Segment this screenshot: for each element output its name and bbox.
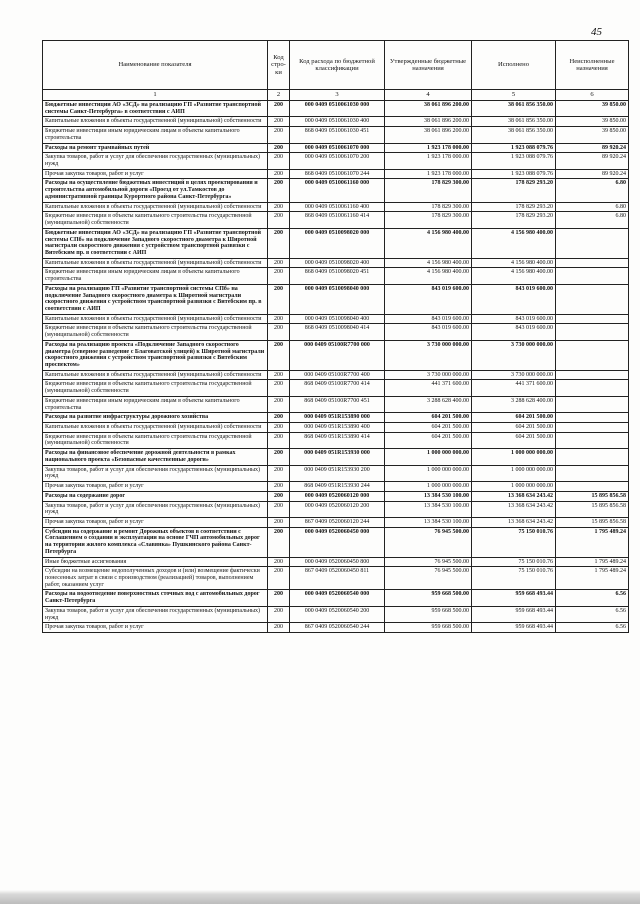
table-row: [43, 432, 629, 448]
table-row: [43, 212, 629, 228]
budget-classification-code: 867 0409 0520060540 244: [290, 623, 385, 633]
executed-amount: 843 019 600.00: [472, 324, 556, 340]
line-code: 200: [268, 258, 290, 268]
table-row: [43, 491, 629, 501]
table-row: [43, 258, 629, 268]
indicator-name: Бюджетные инвестиции в объекты капитального строительства государственной (муниципальной) собственности: [43, 380, 268, 396]
budget-classification-code: 000 0409 051R153890 000: [290, 413, 385, 423]
table-row: [43, 501, 629, 517]
indicator-name: Бюджетные инвестиции АО «ЗСД» на реализацию ГП «Развитие транспортной системы Санкт-Петербурга» в соответствии с АИП: [43, 101, 268, 117]
unexecuted-amount: 1 795 489.24: [556, 527, 629, 557]
indicator-name: Субсидии на возмещение недополученных доходов и (или) возмещение фактически понесенных затрат в связи с производством (реализацией) товаров, выполнением работ, оказанием услуг: [43, 567, 268, 590]
approved-amount: 843 019 600.00: [385, 324, 472, 340]
indicator-name: Капитальные вложения в объекты государственной (муниципальной) собственности: [43, 314, 268, 324]
column-number: 6: [556, 90, 629, 101]
table-row: [43, 284, 629, 314]
unexecuted-amount: [556, 324, 629, 340]
table-row: [43, 179, 629, 202]
indicator-name: Бюджетные инвестиции в объекты капитального строительства государственной (муниципальной) собственности: [43, 324, 268, 340]
line-code: 200: [268, 567, 290, 590]
approved-amount: 76 945 500.00: [385, 527, 472, 557]
line-code: 200: [268, 179, 290, 202]
budget-classification-code: 000 0409 0520060120 200: [290, 501, 385, 517]
approved-amount: 3 730 000 000.00: [385, 340, 472, 370]
budget-classification-code: 000 0409 0510061070 200: [290, 153, 385, 169]
approved-amount: 959 668 500.00: [385, 590, 472, 606]
approved-amount: 13 384 530 100.00: [385, 501, 472, 517]
table-row: [43, 557, 629, 567]
budget-classification-code: 000 0409 0510061030 000: [290, 101, 385, 117]
indicator-name: Расходы на водоотведение поверхностных сточных вод с автомобильных дорог Санкт-Петербурга: [43, 590, 268, 606]
approved-amount: 178 829 300.00: [385, 202, 472, 212]
unexecuted-amount: [556, 380, 629, 396]
budget-classification-code: 000 0409 0510098040 400: [290, 314, 385, 324]
column-number: 2: [268, 90, 290, 101]
indicator-name: Бюджетные инвестиции в объекты капитального строительства государственной (муниципальной) собственности: [43, 212, 268, 228]
budget-classification-code: 868 0409 051R153930 244: [290, 482, 385, 492]
unexecuted-amount: 39 850.00: [556, 117, 629, 127]
executed-amount: 959 668 493.44: [472, 623, 556, 633]
column-number: 5: [472, 90, 556, 101]
table-row: [43, 143, 629, 153]
header-unexecuted-appropriations: Неисполненные назначения: [556, 41, 629, 90]
unexecuted-amount: [556, 370, 629, 380]
indicator-name: Капитальные вложения в объекты государственной (муниципальной) собственности: [43, 117, 268, 127]
table-row: [43, 324, 629, 340]
line-code: 200: [268, 314, 290, 324]
executed-amount: 75 150 010.76: [472, 557, 556, 567]
indicator-name: Прочая закупка товаров, работ и услуг: [43, 623, 268, 633]
table-row: [43, 567, 629, 590]
indicator-name: Капитальные вложения в объекты государственной (муниципальной) собственности: [43, 423, 268, 433]
executed-amount: 178 829 293.20: [472, 202, 556, 212]
budget-classification-code: 868 0409 0510061070 244: [290, 169, 385, 179]
approved-amount: 13 384 530 100.00: [385, 517, 472, 527]
indicator-name: Бюджетные инвестиции иным юридическим лицам в объекты капитального строительства: [43, 268, 268, 284]
indicator-name: Расходы на содержание дорог: [43, 491, 268, 501]
indicator-name: Расходы на финансовое обеспечение дорожной деятельности в рамках национального проекта «Безопасные качественные дороги»: [43, 449, 268, 465]
approved-amount: 843 019 600.00: [385, 284, 472, 314]
executed-amount: 75 150 010.76: [472, 567, 556, 590]
line-code: 200: [268, 465, 290, 481]
header-budget-classification-code: Код расхода по бюджетной классификации: [290, 41, 385, 90]
line-code: 200: [268, 482, 290, 492]
budget-classification-code: 000 0409 051R153930 200: [290, 465, 385, 481]
budget-classification-code: 000 0409 0510061030 400: [290, 117, 385, 127]
approved-amount: 4 156 980 400.00: [385, 268, 472, 284]
unexecuted-amount: 1 795 489.24: [556, 567, 629, 590]
table-row: [43, 169, 629, 179]
indicator-name: Бюджетные инвестиции в объекты капитального строительства государственной (муниципальной) собственности: [43, 432, 268, 448]
unexecuted-amount: [556, 396, 629, 412]
approved-amount: 959 668 500.00: [385, 606, 472, 622]
table-row: [43, 153, 629, 169]
budget-classification-code: 868 0409 0510098020 451: [290, 268, 385, 284]
line-code: 200: [268, 212, 290, 228]
indicator-name: Закупка товаров, работ и услуг для обеспечения государственных (муниципальных) нужд: [43, 501, 268, 517]
unexecuted-amount: 6.80: [556, 212, 629, 228]
indicator-name: Расходы на реализацию ГП «Развитие транспортной системы СПб» на подключение Западного скоростного диаметра к Широтной магистрали скоростного движения с устройством транспортной развязки с Витебским пр. в соответствии с АИП: [43, 284, 268, 314]
unexecuted-amount: 15 895 856.58: [556, 517, 629, 527]
table-row: [43, 590, 629, 606]
executed-amount: 959 668 493.44: [472, 590, 556, 606]
line-code: 200: [268, 127, 290, 143]
indicator-name: Прочая закупка товаров, работ и услуг: [43, 482, 268, 492]
line-code: 200: [268, 527, 290, 557]
approved-amount: 76 945 500.00: [385, 567, 472, 590]
unexecuted-amount: 6.80: [556, 179, 629, 202]
line-code: 200: [268, 590, 290, 606]
column-number: 4: [385, 90, 472, 101]
unexecuted-amount: [556, 228, 629, 258]
indicator-name: Расходы на ремонт трамвайных путей: [43, 143, 268, 153]
approved-amount: 604 201 500.00: [385, 423, 472, 433]
table-row: [43, 127, 629, 143]
header-line-code: Код стро-ки: [268, 41, 290, 90]
unexecuted-amount: [556, 314, 629, 324]
approved-amount: 178 829 300.00: [385, 212, 472, 228]
table-row: [43, 606, 629, 622]
executed-amount: 1 923 088 079.76: [472, 153, 556, 169]
approved-amount: 76 945 500.00: [385, 557, 472, 567]
budget-classification-code: 868 0409 0510061160 414: [290, 212, 385, 228]
indicator-name: Субсидии на содержание и ремонт Дорожных объектов в соответствии с Соглашением о создании и эксплуатации на основе ГЧП автомобильных дорог на территории жилого комплекса «Славянка» Пушкинского района Санкт-Петербурга: [43, 527, 268, 557]
unexecuted-amount: [556, 449, 629, 465]
table-row: [43, 117, 629, 127]
table-row: [43, 340, 629, 370]
budget-classification-code: 000 0409 05100R7700 400: [290, 370, 385, 380]
column-number-row: [43, 90, 629, 101]
budget-classification-code: 867 0409 0520060120 244: [290, 517, 385, 527]
header-approved-appropriations: Утвержденные бюджетные назначения: [385, 41, 472, 90]
budget-classification-code: 868 0409 0510061030 451: [290, 127, 385, 143]
approved-amount: 38 061 896 200.00: [385, 127, 472, 143]
unexecuted-amount: 89 920.24: [556, 153, 629, 169]
indicator-name: Прочая закупка товаров, работ и услуг: [43, 169, 268, 179]
line-code: 200: [268, 623, 290, 633]
budget-classification-code: 000 0409 051R153890 400: [290, 423, 385, 433]
line-code: 200: [268, 501, 290, 517]
unexecuted-amount: [556, 482, 629, 492]
budget-classification-code: 000 0409 0510061160 000: [290, 179, 385, 202]
budget-classification-code: 868 0409 05100R7700 451: [290, 396, 385, 412]
unexecuted-amount: 89 920.24: [556, 143, 629, 153]
approved-amount: 3 730 000 000.00: [385, 370, 472, 380]
table-row: [43, 413, 629, 423]
budget-classification-code: 000 0409 0510061070 000: [290, 143, 385, 153]
unexecuted-amount: 89 920.24: [556, 169, 629, 179]
approved-amount: 3 288 628 400.00: [385, 396, 472, 412]
executed-amount: 13 368 634 243.42: [472, 501, 556, 517]
table-header-row: [43, 41, 629, 90]
approved-amount: 604 201 500.00: [385, 413, 472, 423]
line-code: 200: [268, 228, 290, 258]
approved-amount: 4 156 980 400.00: [385, 258, 472, 268]
table-row: [43, 465, 629, 481]
unexecuted-amount: 6.56: [556, 606, 629, 622]
indicator-name: Расходы на осуществление бюджетных инвестиций в целях проектирования и строительства автомобильной дороги «Проезд от ул.Тамкостов до административной границы Курортного района Санкт-Петербурга»: [43, 179, 268, 202]
approved-amount: 38 061 896 200.00: [385, 117, 472, 127]
line-code: 200: [268, 432, 290, 448]
budget-classification-code: 868 0409 0510098040 414: [290, 324, 385, 340]
line-code: 200: [268, 370, 290, 380]
budget-classification-code: 000 0409 0510098040 000: [290, 284, 385, 314]
page-number: 45: [591, 26, 602, 38]
executed-amount: 13 368 634 243.42: [472, 517, 556, 527]
budget-classification-code: 000 0409 0520060540 200: [290, 606, 385, 622]
header-indicator-name: Наименование показателя: [43, 41, 268, 90]
unexecuted-amount: 15 895 856.58: [556, 491, 629, 501]
unexecuted-amount: [556, 465, 629, 481]
unexecuted-amount: [556, 432, 629, 448]
executed-amount: 843 019 600.00: [472, 284, 556, 314]
approved-amount: 4 156 980 400.00: [385, 228, 472, 258]
executed-amount: 4 156 980 400.00: [472, 268, 556, 284]
indicator-name: Капитальные вложения в объекты государственной (муниципальной) собственности: [43, 258, 268, 268]
indicator-name: Бюджетные инвестиции АО «ЗСД» на реализацию ГП «Развитие транспортной системы СПб» на подключение Западного скоростного диаметра к Широтной магистрали скоростного движения с устройством транспортной развязки с Витебским пр. в соответствии с АИП: [43, 228, 268, 258]
approved-amount: 13 384 530 100.00: [385, 491, 472, 501]
budget-classification-code: 867 0409 0520060450 811: [290, 567, 385, 590]
indicator-name: Закупка товаров, работ и услуг для обеспечения государственных (муниципальных) нужд: [43, 153, 268, 169]
executed-amount: 1 923 088 079.76: [472, 169, 556, 179]
budget-classification-code: 868 0409 051R153890 414: [290, 432, 385, 448]
executed-amount: 4 156 980 400.00: [472, 258, 556, 268]
executed-amount: 959 668 493.44: [472, 606, 556, 622]
budget-execution-table: [42, 40, 629, 633]
executed-amount: 13 368 634 243.42: [472, 491, 556, 501]
approved-amount: 178 829 300.00: [385, 179, 472, 202]
indicator-name: Бюджетные инвестиции иным юридическим лицам в объекты капитального строительства: [43, 396, 268, 412]
executed-amount: 604 201 500.00: [472, 413, 556, 423]
budget-classification-code: 000 0409 0520060450 800: [290, 557, 385, 567]
line-code: 200: [268, 101, 290, 117]
table-row: [43, 423, 629, 433]
table-row: [43, 449, 629, 465]
table-row: [43, 527, 629, 557]
approved-amount: 1 923 178 000.00: [385, 153, 472, 169]
executed-amount: 38 061 856 350.00: [472, 127, 556, 143]
executed-amount: 178 829 293.20: [472, 212, 556, 228]
approved-amount: 959 668 500.00: [385, 623, 472, 633]
executed-amount: 38 061 856 350.00: [472, 101, 556, 117]
indicator-name: Расходы на развитие инфраструктуры дорожного хозяйства: [43, 413, 268, 423]
line-code: 200: [268, 380, 290, 396]
indicator-name: Прочая закупка товаров, работ и услуг: [43, 517, 268, 527]
line-code: 200: [268, 449, 290, 465]
approved-amount: 843 019 600.00: [385, 314, 472, 324]
approved-amount: 604 201 500.00: [385, 432, 472, 448]
line-code: 200: [268, 423, 290, 433]
approved-amount: 1 923 178 000.00: [385, 143, 472, 153]
table-row: [43, 380, 629, 396]
budget-classification-code: 000 0409 05100R7700 000: [290, 340, 385, 370]
line-code: 200: [268, 268, 290, 284]
table-row: [43, 623, 629, 633]
indicator-name: Расходы на реализацию проекта «Подключение Западного скоростного диаметра (северное разведение с Благоватской улицей) к Широтной магистрали скоростного движения с устройством транспортной развязки с Витебским проспектом»: [43, 340, 268, 370]
unexecuted-amount: [556, 340, 629, 370]
approved-amount: 1 000 000 000.00: [385, 465, 472, 481]
budget-classification-code: 000 0409 0510098020 000: [290, 228, 385, 258]
line-code: 200: [268, 117, 290, 127]
executed-amount: 4 156 980 400.00: [472, 228, 556, 258]
table-body: [43, 101, 629, 633]
executed-amount: 1 000 000 000.00: [472, 482, 556, 492]
executed-amount: 3 730 000 000.00: [472, 370, 556, 380]
unexecuted-amount: 1 795 489.24: [556, 557, 629, 567]
executed-amount: 178 829 293.20: [472, 179, 556, 202]
approved-amount: 441 371 600.00: [385, 380, 472, 396]
unexecuted-amount: 6.80: [556, 202, 629, 212]
executed-amount: 441 371 600.00: [472, 380, 556, 396]
approved-amount: 38 061 896 200.00: [385, 101, 472, 117]
executed-amount: 38 061 856 350.00: [472, 117, 556, 127]
indicator-name: Капитальные вложения в объекты государственной (муниципальной) собственности: [43, 202, 268, 212]
table-row: [43, 482, 629, 492]
unexecuted-amount: 39 850.00: [556, 127, 629, 143]
budget-classification-code: 000 0409 0510098020 400: [290, 258, 385, 268]
budget-classification-code: 000 0409 0520060120 000: [290, 491, 385, 501]
unexecuted-amount: [556, 423, 629, 433]
line-code: 200: [268, 557, 290, 567]
unexecuted-amount: [556, 284, 629, 314]
budget-classification-code: 000 0409 0520060540 000: [290, 590, 385, 606]
executed-amount: 75 150 010.76: [472, 527, 556, 557]
table-row: [43, 228, 629, 258]
approved-amount: 1 000 000 000.00: [385, 449, 472, 465]
line-code: 200: [268, 413, 290, 423]
line-code: 200: [268, 606, 290, 622]
table-row: [43, 202, 629, 212]
executed-amount: 3 288 628 400.00: [472, 396, 556, 412]
unexecuted-amount: 6.56: [556, 623, 629, 633]
column-number: 3: [290, 90, 385, 101]
budget-classification-code: 000 0409 0520060450 000: [290, 527, 385, 557]
table-row: [43, 370, 629, 380]
unexecuted-amount: [556, 413, 629, 423]
table-row: [43, 396, 629, 412]
line-code: 200: [268, 169, 290, 179]
table-row: [43, 517, 629, 527]
executed-amount: 604 201 500.00: [472, 432, 556, 448]
line-code: 200: [268, 491, 290, 501]
line-code: 200: [268, 284, 290, 314]
line-code: 200: [268, 143, 290, 153]
executed-amount: 3 730 000 000.00: [472, 340, 556, 370]
header-executed: Исполнено: [472, 41, 556, 90]
line-code: 200: [268, 517, 290, 527]
executed-amount: 1 000 000 000.00: [472, 449, 556, 465]
indicator-name: Закупка товаров, работ и услуг для обеспечения государственных (муниципальных) нужд: [43, 606, 268, 622]
executed-amount: 1 923 088 079.76: [472, 143, 556, 153]
scan-bottom-shadow: [0, 890, 640, 904]
indicator-name: Капитальные вложения в объекты государственной (муниципальной) собственности: [43, 370, 268, 380]
indicator-name: Бюджетные инвестиции иным юридическим лицам в объекты капитального строительства: [43, 127, 268, 143]
line-code: 200: [268, 324, 290, 340]
unexecuted-amount: 6.56: [556, 590, 629, 606]
unexecuted-amount: 39 850.00: [556, 101, 629, 117]
budget-classification-code: 000 0409 0510061160 400: [290, 202, 385, 212]
approved-amount: 1 923 178 000.00: [385, 169, 472, 179]
table-row: [43, 268, 629, 284]
line-code: 200: [268, 153, 290, 169]
unexecuted-amount: [556, 258, 629, 268]
budget-classification-code: 000 0409 051R153930 000: [290, 449, 385, 465]
executed-amount: 604 201 500.00: [472, 423, 556, 433]
table-row: [43, 101, 629, 117]
executed-amount: 843 019 600.00: [472, 314, 556, 324]
table-row: [43, 314, 629, 324]
unexecuted-amount: [556, 268, 629, 284]
line-code: 200: [268, 396, 290, 412]
line-code: 200: [268, 202, 290, 212]
indicator-name: Закупка товаров, работ и услуг для обеспечения государственных (муниципальных) нужд: [43, 465, 268, 481]
line-code: 200: [268, 340, 290, 370]
indicator-name: Иные бюджетные ассигнования: [43, 557, 268, 567]
column-number: 1: [43, 90, 268, 101]
unexecuted-amount: 15 895 856.58: [556, 501, 629, 517]
executed-amount: 1 000 000 000.00: [472, 465, 556, 481]
budget-classification-code: 868 0409 05100R7700 414: [290, 380, 385, 396]
approved-amount: 1 000 000 000.00: [385, 482, 472, 492]
